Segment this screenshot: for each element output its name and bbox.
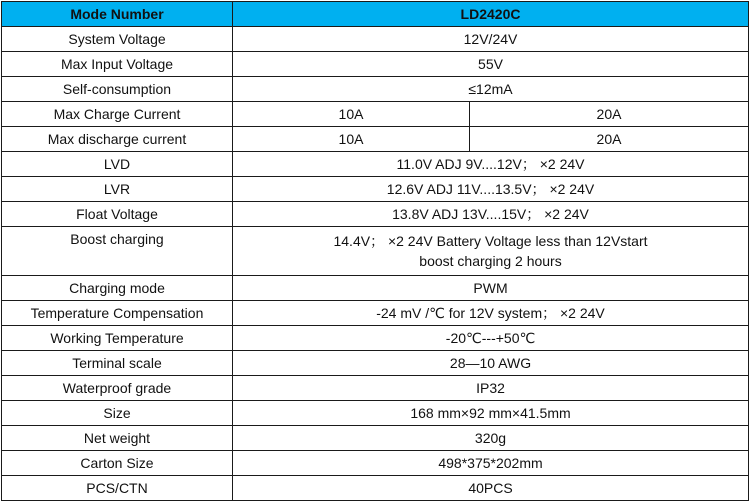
row-value: 28—10 AWG bbox=[233, 351, 749, 376]
row-value: 320g bbox=[233, 426, 749, 451]
table-row-terminal-scale bbox=[2, 351, 749, 376]
row-label: Charging mode bbox=[2, 276, 233, 301]
table-row-system-voltage bbox=[2, 27, 749, 52]
row-label: Size bbox=[2, 401, 233, 426]
row-label: Waterproof grade bbox=[2, 376, 233, 401]
row-value: 12V/24V bbox=[233, 27, 749, 52]
table-row-carton-size bbox=[2, 451, 749, 476]
row-label: Temperature Compensation bbox=[2, 301, 233, 326]
row-value-10a-model: 10A bbox=[233, 102, 470, 127]
row-value-line: boost charging 2 hours bbox=[419, 253, 562, 269]
row-label: Self-consumption bbox=[2, 77, 233, 102]
row-label: Float Voltage bbox=[2, 202, 233, 227]
row-value-10a-model: 10A bbox=[233, 127, 470, 152]
row-label: Carton Size bbox=[2, 451, 233, 476]
row-label bbox=[2, 227, 233, 276]
table-header-row bbox=[2, 2, 749, 27]
row-label: LVD bbox=[2, 152, 233, 177]
row-value: ≤12mA bbox=[233, 77, 749, 102]
row-value: 11.0V ADJ 9V....12V； ×2 24V bbox=[233, 152, 749, 177]
row-label-text: Boost charging bbox=[70, 231, 164, 247]
row-value: 12.6V ADJ 11V....13.5V； ×2 24V bbox=[233, 177, 749, 202]
row-value: 13.8V ADJ 13V....15V； ×2 24V bbox=[233, 202, 749, 227]
table-row-max-charge-current bbox=[2, 102, 749, 127]
row-label: Max Charge Current bbox=[2, 102, 233, 127]
spec-sheet bbox=[1, 1, 748, 501]
row-value: -24 mV /℃ for 12V system； ×2 24V bbox=[233, 301, 749, 326]
header-model-cell: LD2420C bbox=[233, 2, 749, 27]
row-label: PCS/CTN bbox=[2, 476, 233, 501]
table-row-boost-charging bbox=[2, 227, 749, 276]
row-value-line: 14.4V； ×2 24V Battery Voltage less than 12Vstart bbox=[333, 233, 648, 249]
table-row-self-consumption bbox=[2, 77, 749, 102]
row-value: 40PCS bbox=[233, 476, 749, 501]
table-row-working-temperature bbox=[2, 326, 749, 351]
table-row-charging-mode bbox=[2, 276, 749, 301]
row-value-20a-model: 20A bbox=[470, 127, 749, 152]
row-value: IP32 bbox=[233, 376, 749, 401]
table-row-max-input-voltage bbox=[2, 52, 749, 77]
row-value: 168 mm×92 mm×41.5mm bbox=[233, 401, 749, 426]
row-value: 55V bbox=[233, 52, 749, 77]
table-row-temperature-compensation bbox=[2, 301, 749, 326]
row-value bbox=[233, 227, 749, 276]
table-row-lvd bbox=[2, 152, 749, 177]
row-label: LVR bbox=[2, 177, 233, 202]
header-label-cell: Mode Number bbox=[2, 2, 233, 27]
table-row-max-discharge-current bbox=[2, 127, 749, 152]
row-label: Max discharge current bbox=[2, 127, 233, 152]
table-row-float-voltage bbox=[2, 202, 749, 227]
row-value: PWM bbox=[233, 276, 749, 301]
row-label: System Voltage bbox=[2, 27, 233, 52]
row-value: 498*375*202mm bbox=[233, 451, 749, 476]
row-value-20a-model: 20A bbox=[470, 102, 749, 127]
row-label: Working Temperature bbox=[2, 326, 233, 351]
table-row-size bbox=[2, 401, 749, 426]
row-label: Terminal scale bbox=[2, 351, 233, 376]
table-row-pcs-ctn bbox=[2, 476, 749, 501]
table-row-waterproof-grade bbox=[2, 376, 749, 401]
table-row-lvr bbox=[2, 177, 749, 202]
row-label: Net weight bbox=[2, 426, 233, 451]
table-row-net-weight bbox=[2, 426, 749, 451]
row-value: -20℃---+50℃ bbox=[233, 326, 749, 351]
row-label: Max Input Voltage bbox=[2, 52, 233, 77]
spec-table bbox=[1, 1, 749, 501]
